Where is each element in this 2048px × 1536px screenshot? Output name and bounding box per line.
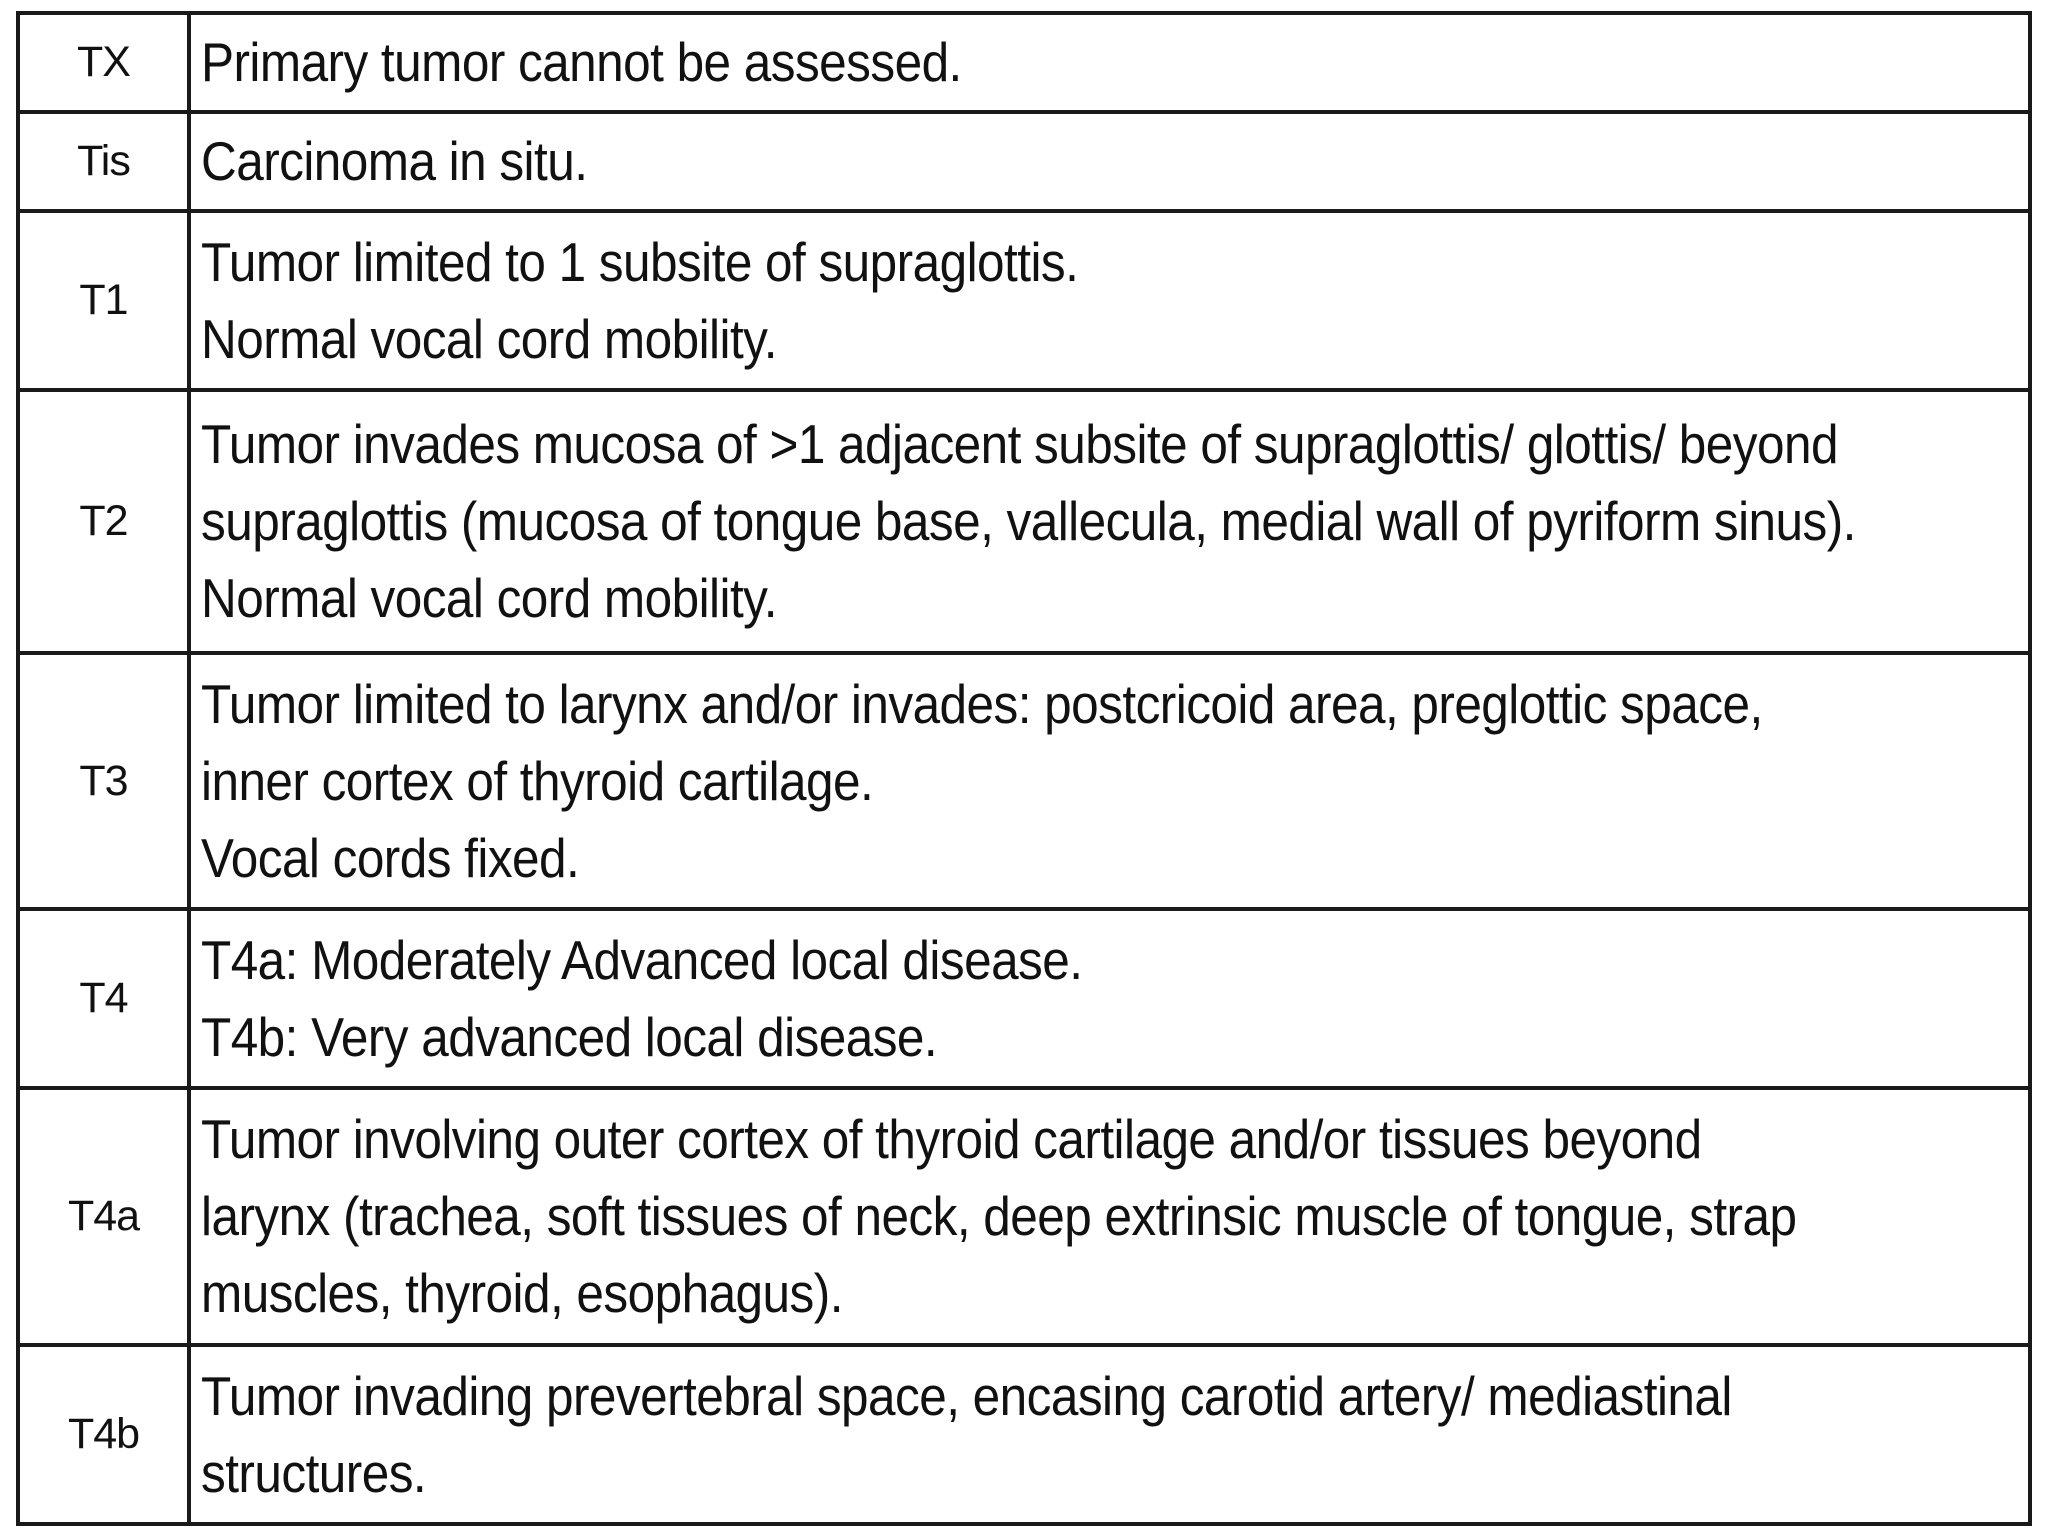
stage-cell: T4a [18,1088,189,1345]
table-row [18,1088,2030,1345]
description-line: inner cortex of thyroid cartilage. [201,749,874,812]
table-row [18,390,2030,653]
description-line: larynx (trachea, soft tissues of neck, deep extrinsic muscle of tongue, strap [201,1185,1797,1247]
table-row [18,112,2030,211]
description-line: Tumor involving outer cortex of thyroid cartilage and/or tissues beyond [201,1108,1702,1170]
description-cell [189,653,2030,909]
stage-cell: T2 [18,390,189,653]
description-line: Tumor limited to 1 subsite of supraglottis. [201,230,1079,293]
stage-cell: T4b [18,1345,189,1524]
stage-cell: TX [18,13,189,112]
tnm-staging-table [16,11,2032,1526]
table-row [18,653,2030,909]
description-line: supraglottis (mucosa of tongue base, vallecula, medial wall of pyriform sinus). [201,490,1856,552]
description-line: structures. [201,1441,427,1504]
stage-cell: Tis [18,112,189,211]
table-row [18,211,2030,390]
table-row [18,909,2030,1088]
description-line: Tumor invading prevertebral space, encasing carotid artery/ mediastinal [201,1364,1732,1427]
description-line: Carcinoma in situ. [201,130,588,192]
description-cell [189,909,2030,1088]
description-line: Primary tumor cannot be assessed. [201,31,962,93]
stage-cell: T1 [18,211,189,390]
description-line: Tumor limited to larynx and/or invades: postcricoid area, preglottic space, [201,672,1763,735]
description-line: muscles, thyroid, esophagus). [201,1262,843,1324]
stage-cell: T3 [18,653,189,909]
description-line: T4a: Moderately Advanced local disease. [201,928,1083,991]
description-cell [189,211,2030,390]
description-line: T4b: Very advanced local disease. [201,1005,938,1068]
description-line: Normal vocal cord mobility. [201,567,777,629]
description-cell [189,112,2030,211]
description-cell [189,1345,2030,1524]
stage-cell: T4 [18,909,189,1088]
description-line: Normal vocal cord mobility. [201,307,777,370]
description-line: Tumor invades mucosa of >1 adjacent subsite of supraglottis/ glottis/ beyond [201,413,1838,475]
description-cell [189,13,2030,112]
description-cell [189,1088,2030,1345]
description-line: Vocal cords fixed. [201,826,580,889]
table-row [18,13,2030,112]
description-cell [189,390,2030,653]
table-row [18,1345,2030,1524]
